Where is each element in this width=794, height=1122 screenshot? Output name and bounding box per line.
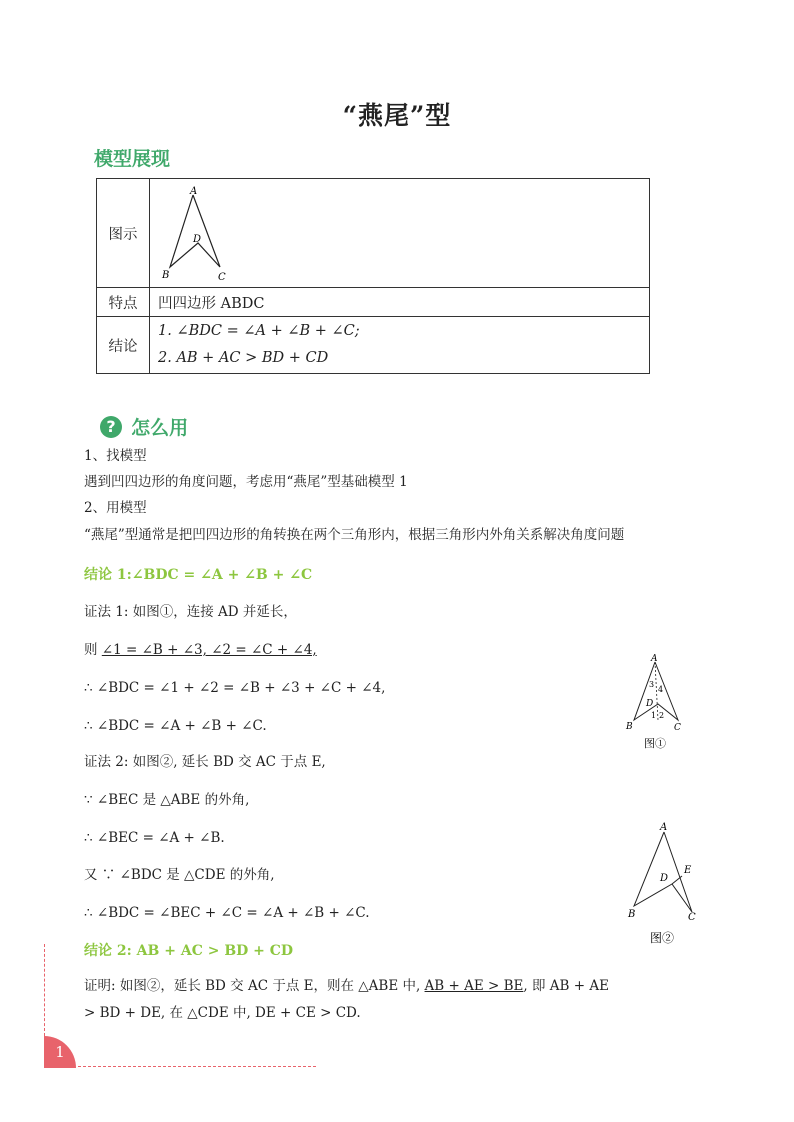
how-heading-group [100,413,188,440]
proof2-line1: 证法 2: 如图②, 延长 BD 交 AC 于点 E, [84,754,326,770]
how-heading: 怎么用 [131,417,189,439]
conclusion-1-heading: 结论 1:∠BDC = ∠A + ∠B + ∠C [84,567,313,583]
model-heading: 模型展现 [94,148,171,170]
proof1-line4: ∴ ∠BDC = ∠A + ∠B + ∠C. [84,718,267,734]
page-number: 1 [55,1043,65,1061]
conclusion-2-heading: 结论 2: AB + AC > BD + CD [84,943,294,959]
proof3-line1 [84,976,609,996]
fig1-label-2: 2 [659,711,665,720]
conclusion-line-2: 2. AB + AC > BD + CD [158,350,329,366]
row-label-conclusion: 结论 [97,317,150,374]
proof2-line5: ∴ ∠BDC = ∠BEC + ∠C = ∠A + ∠B + ∠C. [84,905,370,921]
diagram-label-a: A [190,186,198,197]
row-label-feature: 特点 [97,288,150,317]
figure-1 [622,650,688,752]
fig1-label-1: 1 [651,711,657,720]
fig1-label-a: A [651,654,658,664]
proof2-line2: ∵ ∠BEC 是 △ABE 的外角, [84,792,250,808]
page-border-left [44,944,45,1036]
step2-text: “燕尾”型通常是把凹四边形的角转换在两个三角形内，根据三角形内外角关系解决角度问题 [84,527,625,543]
step2-heading: 2、用模型 [84,500,147,516]
model-table [96,178,650,374]
row-label-diagram: 图示 [97,179,150,288]
fig2-caption: 图② [650,931,675,945]
step1-text: 遇到凹四边形的角度问题，考虑用“燕尾”型基础模型 1 [84,474,408,490]
conclusion-line-1: 1. ∠BDC = ∠A + ∠B + ∠C; [158,323,360,339]
step1-heading: 1、找模型 [84,448,147,464]
proof1-line2-underlined: ∠1 = ∠B + ∠3, ∠2 = ∠C + ∠4, [101,642,317,658]
diagram-label-b: B [162,270,170,281]
page-number-tab [44,1036,76,1068]
proof3-line2: > BD + DE, 在 △CDE 中, DE + CE > CD. [84,1005,361,1021]
proof3-line1-b: , 即 AB + AE [523,978,609,994]
diagram-cell [150,179,650,288]
proof2-line4: 又 ∵ ∠BDC 是 △CDE 的外角, [84,867,275,883]
fig1-label-d: D [646,699,654,709]
figure-2 [622,818,702,948]
proof1-line2 [84,640,317,660]
conclusion-cell [150,317,650,374]
swallowtail-diagram [158,181,238,285]
page-title: “燕尾”型 [342,101,452,130]
fig1-label-3: 3 [649,680,655,689]
diagram-label-c: C [218,272,226,283]
fig2-label-a: A [660,822,668,833]
question-icon: ? [100,416,122,438]
fig2-label-b: B [628,909,636,920]
proof3-line1-underlined: AB + AE > BE [424,978,524,994]
diagram-label-d: D [193,234,202,245]
fig2-label-e: E [684,865,692,876]
proof3-line1-a: 证明: 如图②，延长 BD 交 AC 于点 E，则在 △ABE 中, [84,978,425,994]
fig1-label-b: B [626,722,633,732]
page-border-bottom [78,1066,316,1067]
proof1-line1: 证法 1: 如图①，连接 AD 并延长， [84,604,297,620]
fig1-label-c: C [674,723,681,733]
proof1-line3: ∴ ∠BDC = ∠1 + ∠2 = ∠B + ∠3 + ∠C + ∠4, [84,680,386,696]
fig2-label-c: C [688,912,696,923]
proof2-line3: ∴ ∠BEC = ∠A + ∠B. [84,830,225,846]
feature-value: 凹四边形 ABDC [150,288,650,317]
fig1-label-4: 4 [658,685,664,694]
fig2-label-d: D [660,873,669,884]
fig1-caption: 图① [644,737,666,750]
proof1-line2-prefix: 则 [84,642,102,658]
